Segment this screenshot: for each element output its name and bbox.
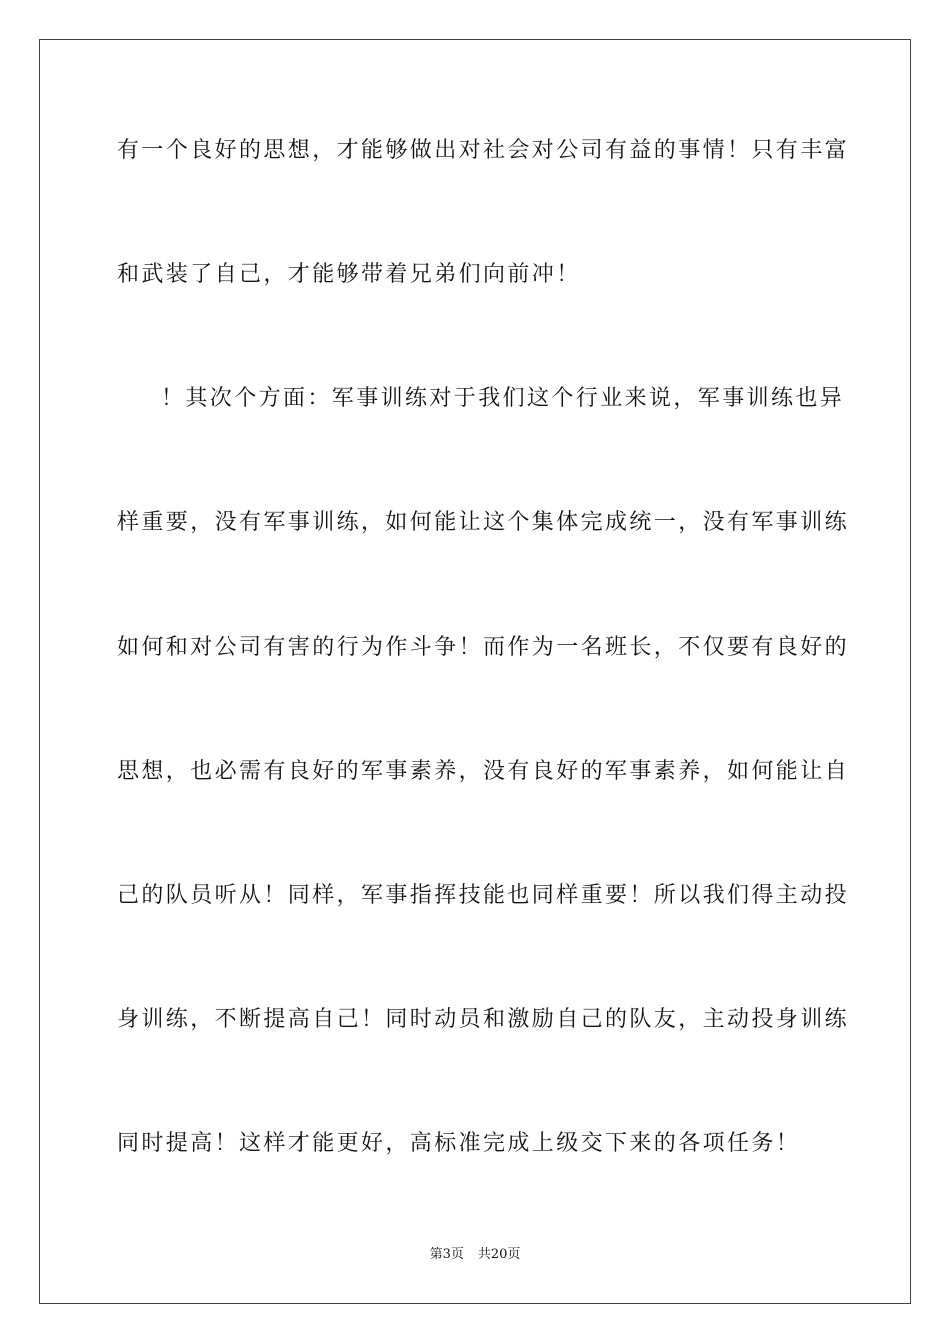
paragraph-line: 样重要，没有军事训练，如何能让这个集体完成统一，没有军事训练 bbox=[117, 510, 850, 535]
paragraph-line: 同时提高！这样才能更好，高标准完成上级交下来的各项任务！ bbox=[117, 1131, 801, 1156]
paragraph-line: 和武装了自己，才能够带着兄弟们向前冲！ bbox=[117, 262, 581, 287]
page-number: 第3页 bbox=[429, 1247, 464, 1262]
page-footer bbox=[0, 1246, 950, 1264]
paragraph-line: 身训练，不断提高自己！同时动员和激励自己的队友，主动投身训练 bbox=[117, 1007, 850, 1032]
paragraph-line: 己的队员听从！同样，军事指挥技能也同样重要！所以我们得主动投 bbox=[117, 883, 850, 908]
paragraph-line: 有一个良好的思想，才能够做出对社会对公司有益的事情！只有丰富 bbox=[117, 138, 850, 163]
paragraph-line: 思想，也必需有良好的军事素养，没有良好的军事素养，如何能让自 bbox=[117, 759, 850, 784]
paragraph-line: 如何和对公司有害的行为作斗争！而作为一名班长，不仅要有良好的 bbox=[117, 635, 850, 660]
paragraph-line: ！其次个方面：军事训练对于我们这个行业来说，军事训练也异 bbox=[161, 386, 845, 411]
page-total: 共20页 bbox=[477, 1247, 521, 1262]
document-body bbox=[117, 0, 850, 1344]
